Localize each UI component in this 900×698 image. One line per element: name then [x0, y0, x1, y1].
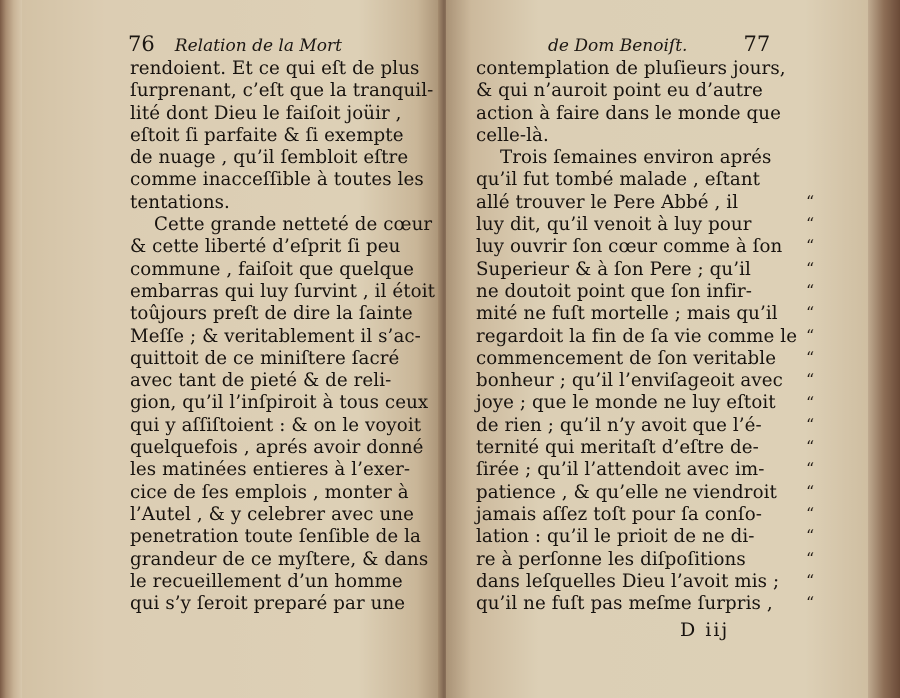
margin-quote-mark: “: [806, 570, 815, 590]
text-line: patience , & qu’elle ne viendroit: [476, 481, 777, 503]
text-line: commune , faiſoit que quelque: [130, 258, 414, 280]
text-line: luy dit, qu’il venoit à luy pour: [476, 214, 752, 236]
right-text-block: [476, 58, 815, 615]
text-line: bonheur ; qu’il l’enviſageoit avec: [476, 370, 783, 392]
text-line: lité dont Dieu le faiſoit joüir ,: [130, 102, 402, 124]
left-page: [22, 0, 442, 698]
left-page-number: 76: [128, 32, 155, 56]
text-line: regardoit la fin de ſa vie comme le: [476, 325, 798, 347]
margin-quote-mark: “: [806, 593, 815, 613]
text-line: lation : qu’il le prioit de ne di-: [476, 526, 755, 548]
text-line: Trois ſemaines environ aprés: [500, 147, 772, 169]
text-line: luy ouvrir ſon cœur comme à ſon: [476, 236, 783, 258]
text-line: grandeur de ce myſtere, & dans: [130, 548, 429, 570]
margin-quote-mark: “: [806, 214, 815, 234]
text-line: ſirée ; qu’il l’attendoit avec im-: [476, 459, 765, 481]
text-line: le recueillement d’un homme: [130, 570, 403, 592]
text-line: Meſſe ; & veritablement il s’ac-: [130, 325, 421, 347]
text-line: contemplation de pluſieurs jours,: [476, 58, 786, 79]
text-line: qu’il ne fuſt pas meſme ſurpris ,: [476, 593, 773, 615]
text-line: avec tant de pieté & de reli-: [130, 370, 392, 392]
left-running-head: [128, 32, 342, 56]
text-line: quelquefois , aprés avoir donné: [130, 437, 424, 459]
text-line: gion, qu’il l’inſpiroit à tous ceux: [130, 392, 429, 414]
right-running-title: de Dom Benoiſt.: [548, 36, 688, 56]
margin-quote-mark: “: [806, 281, 815, 300]
text-line: jamais aſſez toſt pour ſa conſo-: [476, 503, 763, 525]
text-line: eſtoit ſi parfaite & ſi exempte: [130, 124, 404, 146]
text-line: & qui n’auroit point eu d’autre: [476, 80, 763, 102]
text-line: les matinées entieres à l’exer-: [130, 459, 411, 481]
margin-quote-mark: “: [806, 414, 815, 434]
margin-quote-mark: “: [806, 392, 815, 412]
margin-quote-mark: “: [806, 191, 815, 211]
right-page: [446, 0, 868, 698]
margin-quote-mark: “: [806, 526, 815, 546]
text-line: l’Autel , & y celebrer avec une: [130, 503, 414, 525]
right-page-number: 77: [743, 32, 771, 56]
text-line: mité ne fuſt mortelle ; mais qu’il: [476, 303, 778, 325]
margin-quote-mark: “: [806, 459, 815, 479]
text-line: commencement de ſon veritable: [476, 347, 777, 369]
margin-quote-mark: “: [806, 325, 815, 345]
left-text-block: [130, 58, 435, 615]
text-line: qui s’y ſeroit preparé par une: [130, 593, 406, 615]
text-line: de nuage , qu’il ſembloit eſtre: [130, 147, 409, 169]
text-line: qui y aſſiſtoient : & on le voyoit: [130, 414, 422, 436]
text-line: re à perſonne les diſpoſitions: [476, 548, 746, 570]
text-line: Superieur & à ſon Pere ; qu’il: [476, 258, 751, 280]
text-line: quittoit de ce miniſtere ſacré: [130, 347, 400, 369]
text-line: embarras qui luy ſurvint , il étoit: [130, 280, 436, 302]
text-line: dans leſquelles Dieu l’avoit mis ;: [476, 570, 780, 592]
margin-quote-mark: “: [806, 347, 815, 367]
margin-quote-mark: “: [806, 504, 815, 523]
margin-quote-mark: “: [806, 481, 815, 501]
margin-quote-mark: “: [806, 303, 815, 323]
text-line: Cette grande netteté de cœur: [154, 214, 433, 236]
text-line: penetration toute ſenſible de la: [130, 526, 421, 548]
text-line: & cette liberté d’eſprit ſi peu: [130, 236, 401, 258]
text-line: de rien ; qu’il n’y avoit que l’é-: [476, 414, 762, 436]
text-line: joye ; que le monde ne luy eſtoit: [476, 392, 776, 414]
margin-quote-mark: “: [806, 548, 815, 568]
margin-quote-mark: “: [806, 437, 815, 457]
signature-mark: D iij: [680, 619, 730, 641]
text-line: ternité qui meritaſt d’eſtre de-: [476, 437, 759, 459]
left-running-title: Relation de la Mort: [174, 36, 342, 56]
text-line: cice de ſes emplois , monter à: [130, 481, 409, 503]
margin-quote-mark: “: [806, 236, 815, 256]
margin-quote-mark: “: [806, 258, 815, 278]
text-line: tentations.: [130, 191, 230, 213]
text-line: action à faire dans le monde que: [476, 102, 781, 124]
margin-quote-mark: “: [806, 370, 815, 390]
text-line: ne doutoit point que ſon infir-: [476, 280, 753, 302]
text-line: rendoient. Et ce qui eſt de plus: [130, 58, 420, 79]
text-line: qu’il fut tombé malade , eſtant: [476, 169, 761, 191]
text-line: comme inacceſſible à toutes les: [130, 169, 424, 191]
text-line: celle-là.: [476, 124, 549, 146]
right-running-head: [548, 32, 770, 56]
text-line: toûjours preſt de dire la ſainte: [130, 303, 413, 325]
text-line: ſurprenant, c’eſt que la tranquil-: [130, 80, 434, 102]
text-line: allé trouver le Pere Abbé , il: [476, 191, 739, 213]
